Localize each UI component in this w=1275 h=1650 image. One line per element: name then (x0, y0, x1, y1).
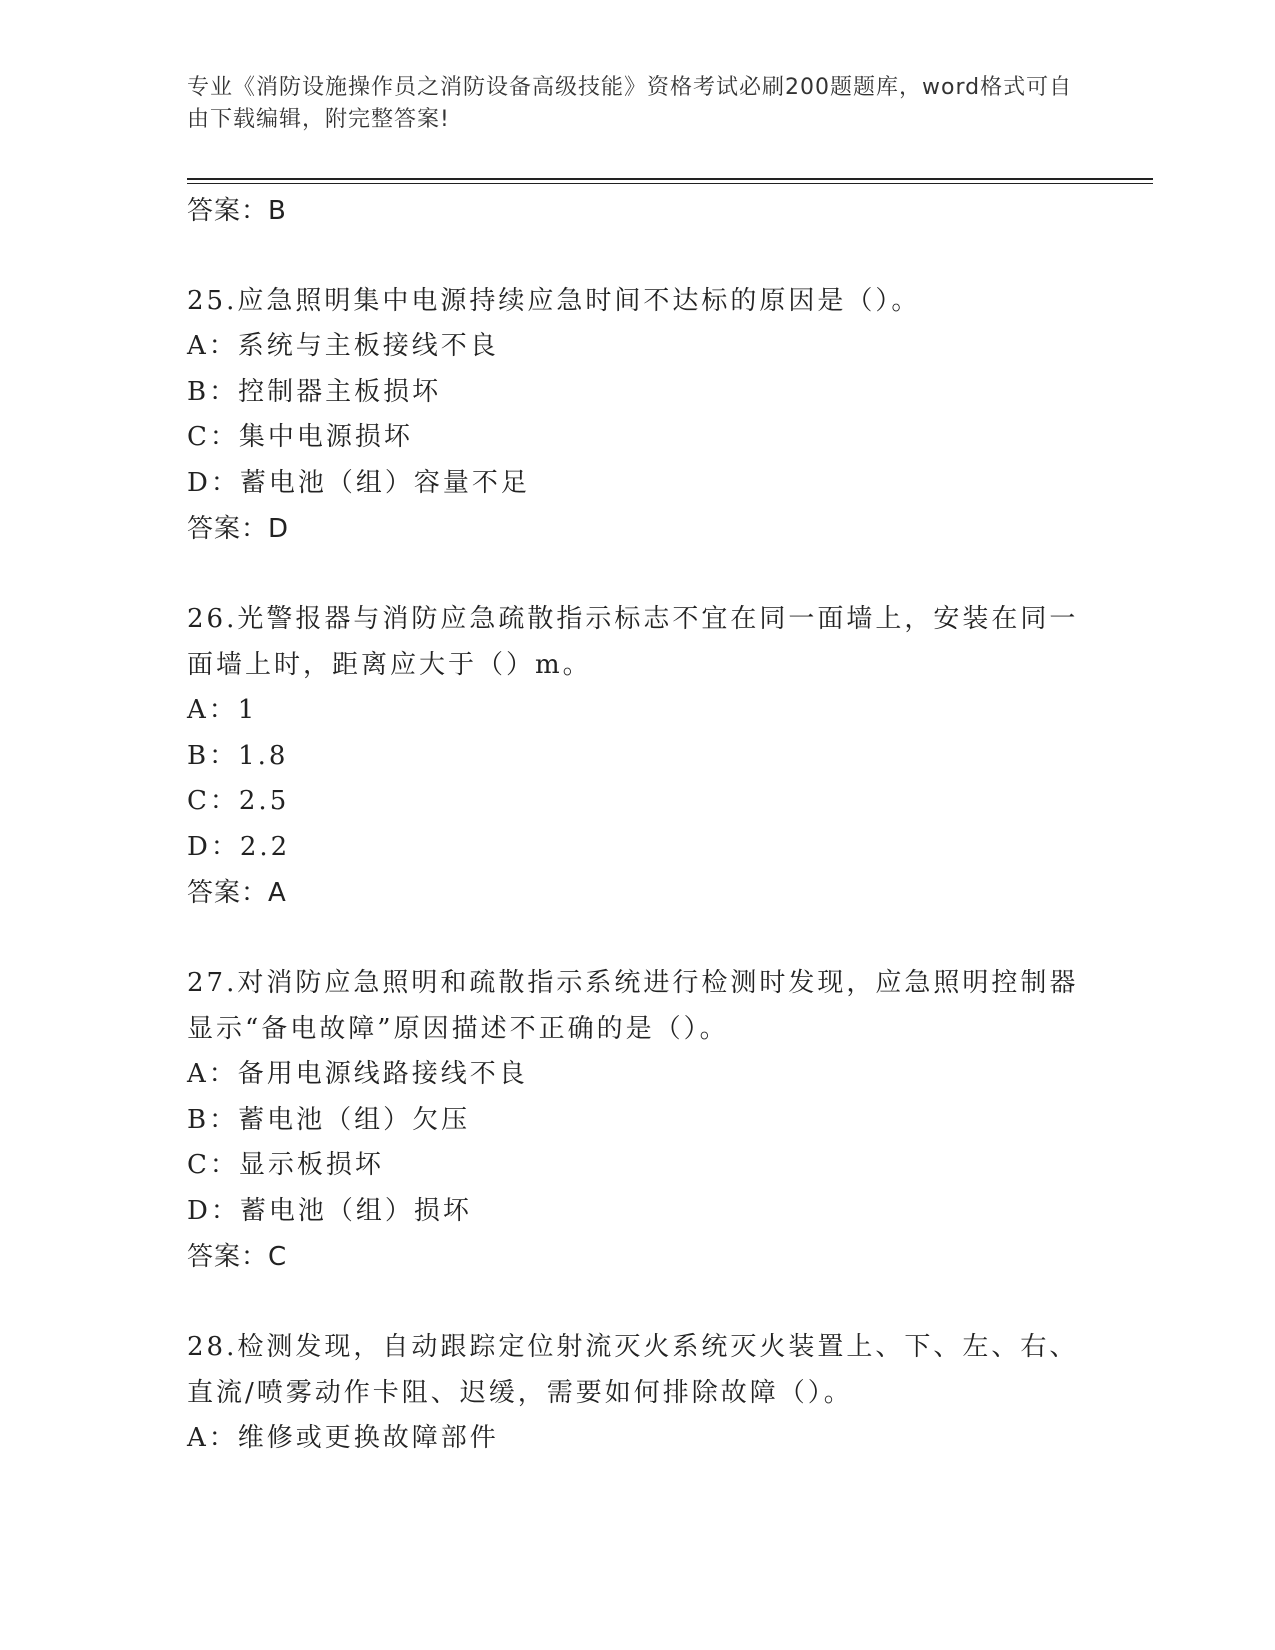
question-stem: 25.应急照明集中电源持续应急时间不达标的原因是（）。 (187, 286, 921, 316)
option-b: B：1.8 (187, 740, 289, 771)
option-d: D：2.2 (187, 831, 291, 862)
question-27 (187, 960, 1087, 1280)
document-body (187, 188, 1087, 1462)
question-stem: 28.检测发现，自动跟踪定位射流灭火系统灭火装置上、下、左、右、直流/喷雾动作卡阻、迟缓，需要如何排除故障（）。 (187, 1332, 1079, 1408)
option-d: D：蓄电池（组）容量不足 (187, 467, 530, 498)
header-divider-thin (187, 183, 1153, 184)
option-b: B：控制器主板损坏 (187, 376, 442, 407)
option-a: A：维修或更换故障部件 (187, 1423, 499, 1453)
option-c: C：集中电源损坏 (187, 422, 413, 452)
option-a: A：系统与主板接线不良 (187, 331, 499, 361)
option-a: A：备用电源线路接线不良 (187, 1059, 528, 1089)
option-b: B：蓄电池（组）欠压 (187, 1104, 471, 1135)
answer-line: 答案：D (187, 514, 290, 544)
question-26 (187, 596, 1087, 916)
option-c: C：2.5 (187, 786, 290, 816)
answer-line: 答案：A (187, 878, 287, 908)
document-header: 专业《消防设施操作员之消防设备高级技能》资格考试必刷200题题库，word格式可自由下载编辑，附完整答案! (187, 75, 1073, 132)
option-c: C：显示板损坏 (187, 1150, 384, 1180)
option-d: D：蓄电池（组）损坏 (187, 1195, 472, 1226)
answer-line: 答案：B (187, 196, 287, 226)
question-stem: 26.光警报器与消防应急疏散指示标志不宜在同一面墙上，安装在同一面墙上时，距离应大于（）m。 (187, 604, 1079, 680)
question-stem: 27.对消防应急照明和疏散指示系统进行检测时发现，应急照明控制器显示“备电故障”原因描述不正确的是（）。 (187, 968, 1079, 1044)
question-25 (187, 278, 1087, 552)
option-a: A：1 (187, 695, 258, 725)
header-divider (187, 178, 1153, 180)
answer-line: 答案：C (187, 1242, 288, 1272)
question-28 (187, 1324, 1087, 1462)
